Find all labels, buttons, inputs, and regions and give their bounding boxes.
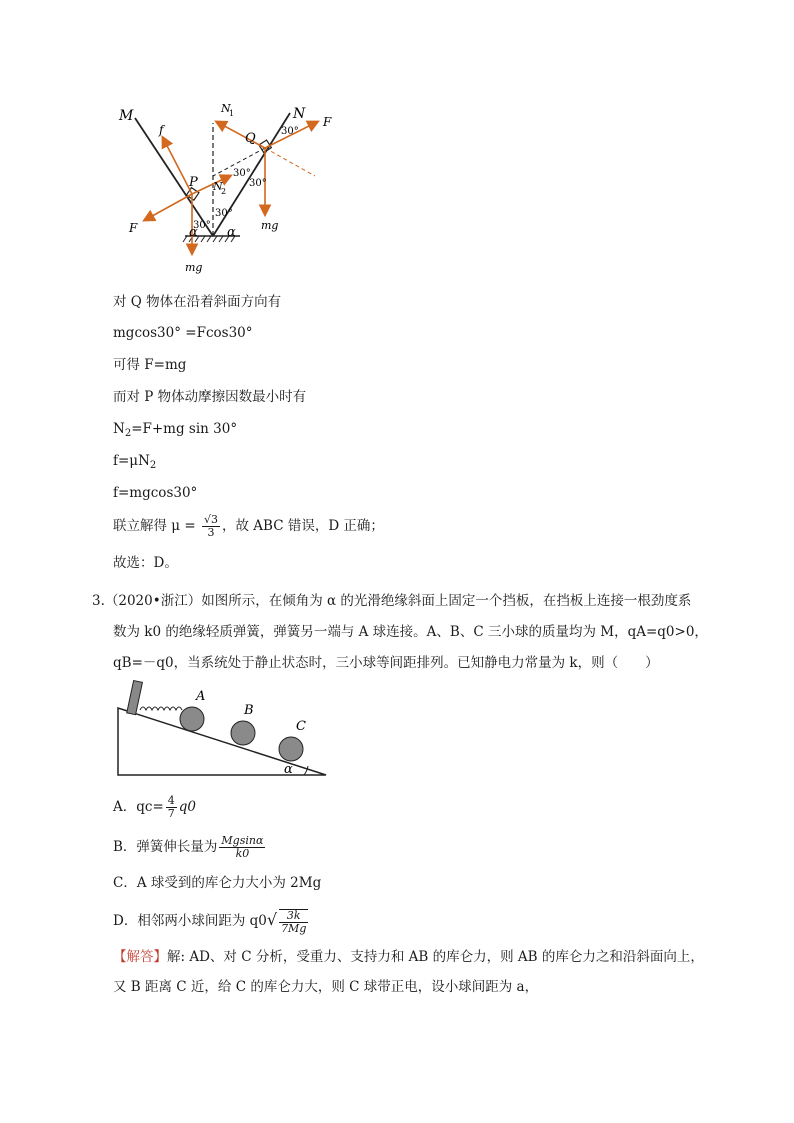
option-D: D．相邻两小球间距为 q0√ $\frac{3k}{7Mg}$ [113, 908, 307, 935]
answer-tag: 【解答】 [113, 949, 167, 965]
solution-line-7: f=mgcos30° [113, 485, 198, 501]
label-N2: N [213, 180, 223, 193]
option-B: B．弹簧伸长量为 $\frac{Mgsin\alpha}{k0}$ [113, 834, 264, 860]
solution-line-9: 故选：D。 [113, 555, 178, 571]
label-N1: N [221, 102, 231, 115]
label-mg-P: mg [185, 261, 203, 274]
solution-line-2: mgcos30° =Fcos30° [113, 325, 253, 341]
solution-line-3: 可得 F=mg [113, 357, 187, 373]
label-N1-sub: 1 [229, 109, 235, 118]
label-Q: Q [245, 131, 256, 146]
force-diagram-figure [105, 98, 345, 278]
option-C: C．A 球受到的库仑力大小为 2Mg [113, 875, 322, 891]
solution-line-4: 而对 P 物体动摩擦因数最小时有 [113, 389, 307, 405]
option-A: A．qc= $\frac{4}{7}$ q0 [113, 794, 196, 820]
fraction-mgsin-over-k0: $\frac{Mgsin\alpha}{k0}$ [221, 834, 264, 860]
fraction-4-over-7: $\frac{4}{7}$ [167, 794, 175, 820]
label-B: B [244, 703, 254, 718]
label-P: P [189, 175, 198, 190]
angle-30-apex: 30° [215, 208, 233, 219]
solution-line-8: 联立解得 μ = $\frac{√3}{3}$ ，故 ABC 错误，D 正确； [113, 513, 384, 539]
angle-30-Q-top: 30° [281, 126, 299, 137]
label-mg-Q: mg [261, 219, 279, 232]
solution-line-1: 对 Q 物体在沿着斜面方向有 [113, 294, 282, 310]
solution-line-5: $N_2=F+mg$ sin 30° [113, 421, 238, 439]
question-3-line-3: qB=－q0，当系统处于静止状态时，三小球等间距排列。已知静电力常量为 k，则（ ） [113, 655, 659, 671]
fraction-sqrt3-over-3: $\frac{√3}{3}$ [203, 513, 218, 539]
label-N2-sub: 2 [221, 187, 227, 196]
answer-line-2: 又 B 距离 C 近，给 C 的库仑力大，则 C 球带正电，设小球间距为 a， [113, 979, 539, 995]
label-f: f [159, 123, 164, 137]
solution-line-6: $f=\mu N_2$ [113, 453, 157, 471]
angle-30-Q-left: 30° [233, 168, 251, 179]
label-F-left: F [129, 221, 138, 235]
label-alpha-right: α [227, 225, 236, 240]
label-N: N [293, 106, 306, 122]
label-C: C [296, 719, 306, 734]
label-A: A [196, 689, 206, 704]
incline-balls-figure [112, 678, 332, 780]
label-alpha-left: α [189, 225, 198, 240]
label-alpha: α [284, 762, 293, 777]
answer-line-1: 【解答】解: AD、对 C 分析，受重力、支持力和 AB 的库仑力，则 AB 的库仑力之和沿斜面向上， [113, 949, 704, 965]
fraction-3k-over-7Mg: $\frac{3k}{7Mg}$ [281, 908, 307, 935]
question-3-line-1: 3.（2020•浙江）如图所示，在倾角为 α 的光滑绝缘斜面上固定一个挡板，在挡板上连接一根劲度系 [92, 593, 692, 609]
angle-30-Q-bottom: 30° [249, 178, 267, 189]
label-F-right: F [323, 115, 332, 129]
angle-30-P: 30° [193, 220, 211, 231]
question-3-line-2: 数为 k0 的绝缘轻质弹簧，弹簧另一端与 A 球连接。A、B、C 三小球的质量均为 M，qA=q0>0， [113, 624, 708, 640]
label-M: M [119, 108, 134, 124]
